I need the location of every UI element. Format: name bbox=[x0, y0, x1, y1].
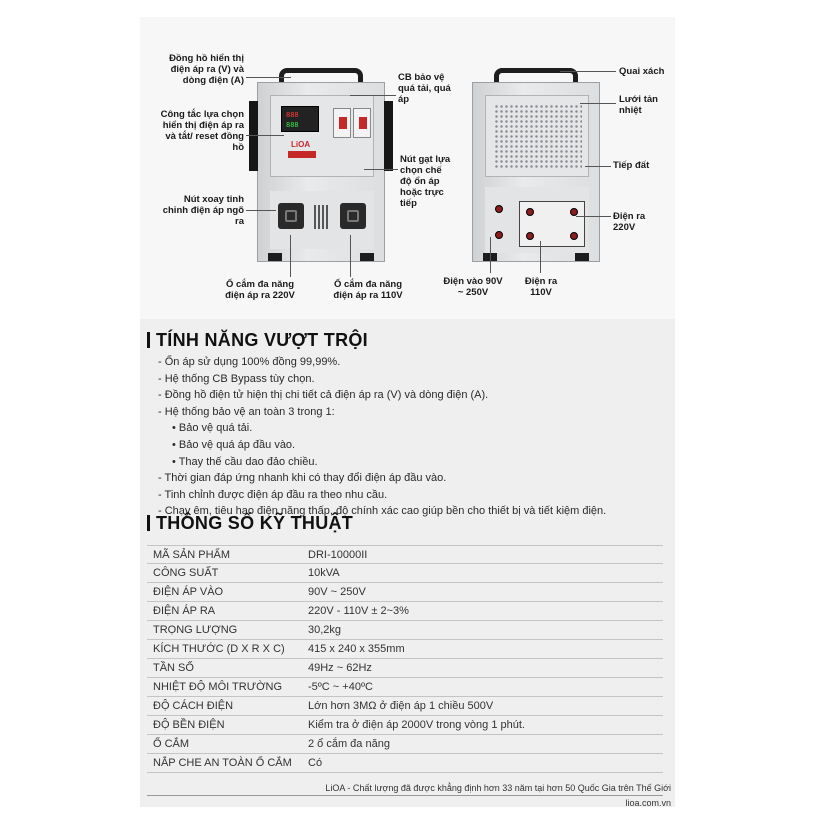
table-row bbox=[147, 640, 663, 659]
front-view-image bbox=[257, 82, 385, 272]
spec-key: ĐIỆN ÁP VÀO bbox=[153, 586, 224, 598]
title-bar bbox=[147, 332, 150, 348]
label-socket-110: Ổ cắm đa năng điện áp ra 110V bbox=[333, 279, 403, 301]
features-title bbox=[147, 330, 368, 351]
feature-item: - Thời gian đáp ứng nhanh khi có thay đổi điện áp đầu vào. bbox=[158, 472, 447, 484]
spec-key: TẦN SỐ bbox=[153, 662, 194, 674]
leader-line bbox=[246, 77, 291, 78]
spec-value: 415 x 240 x 355mm bbox=[308, 643, 405, 655]
spec-value: 10kVA bbox=[308, 567, 340, 579]
vent-slots bbox=[314, 205, 330, 229]
table-row bbox=[147, 697, 663, 716]
feature-sub-item: • Bảo vệ quá áp đầu vào. bbox=[172, 439, 296, 451]
socket-220v bbox=[278, 203, 304, 229]
terminal-panel bbox=[485, 187, 589, 253]
footer-divider bbox=[147, 795, 663, 796]
spec-key: Ổ CẮM bbox=[153, 738, 190, 750]
spec-key: ĐIỆN ÁP RA bbox=[153, 605, 216, 617]
brand-logo: LiOA bbox=[291, 140, 311, 149]
features-title-text: TÍNH NĂNG VƯỢT TRỘI bbox=[156, 330, 368, 350]
leader-line bbox=[246, 210, 276, 211]
leader-line bbox=[560, 71, 616, 72]
voltage-display: 888 bbox=[286, 111, 299, 119]
footer-tagline: LiOA - Chất lượng đã được khẳng định hơn 33 năm tại hơn 50 Quốc Gia trên Thế Giới bbox=[325, 783, 671, 793]
label-cb: CB bảo vệ quá tải, quá áp bbox=[398, 72, 451, 105]
leader-line bbox=[585, 166, 611, 167]
leader-line bbox=[290, 235, 291, 277]
product-diagram bbox=[140, 17, 675, 319]
terminal-post bbox=[526, 232, 534, 240]
title-bar bbox=[147, 515, 150, 531]
terminal-post bbox=[526, 208, 534, 216]
leader-line bbox=[540, 241, 541, 273]
table-row bbox=[147, 602, 663, 621]
table-row bbox=[147, 545, 663, 564]
unit-body bbox=[472, 82, 600, 262]
spec-table bbox=[147, 545, 663, 773]
foot bbox=[360, 253, 374, 261]
label-knob: Nút xoay tinh chỉnh điện áp ngõ ra bbox=[162, 194, 244, 227]
leader-line bbox=[490, 237, 491, 273]
leader-line bbox=[364, 169, 398, 170]
spec-value: Lớn hơn 3MΩ ở điện áp 1 chiều 500V bbox=[308, 700, 494, 712]
back-view-image bbox=[472, 82, 600, 272]
label-switch: Công tắc lựa chọn hiển thị điện áp ra và tắt/ reset đồng hồ bbox=[160, 109, 244, 153]
terminal-post bbox=[495, 231, 503, 239]
control-panel bbox=[270, 95, 374, 177]
spec-value: Kiểm tra ở điện áp 2000V trong vòng 1 phút. bbox=[308, 719, 525, 731]
leader-line bbox=[580, 103, 616, 104]
spec-key: ĐỘ CÁCH ĐIỆN bbox=[153, 700, 234, 712]
label-meter: Đồng hồ hiển thị điện áp ra (V) và dòng điện (A) bbox=[169, 53, 244, 86]
label-out-220: Điện ra 220V bbox=[613, 211, 646, 233]
terminal-post bbox=[570, 208, 578, 216]
table-row bbox=[147, 621, 663, 640]
table-row bbox=[147, 716, 663, 735]
table-row bbox=[147, 735, 663, 754]
spec-value: -5ºC ~ +40ºC bbox=[308, 681, 373, 693]
spec-value: 2 ổ cắm đa năng bbox=[308, 738, 390, 750]
label-input: Điện vào 90V ~ 250V bbox=[443, 276, 503, 298]
spec-key: NHIỆT ĐỘ MÔI TRƯỜNG bbox=[153, 681, 283, 693]
socket-panel bbox=[270, 191, 374, 249]
specs-title-text: THÔNG SỐ KỸ THUẬT bbox=[156, 513, 354, 533]
spec-value: 90V ~ 250V bbox=[308, 586, 366, 598]
feature-item: - Chạy êm, tiêu hao điện năng thấp, độ chính xác cao giúp bền cho thiết bị và tiết kiệm điện. bbox=[158, 505, 607, 517]
feature-item: - Đồng hồ điện tử hiện thị chi tiết cả điện áp ra (V) và dòng điện (A). bbox=[158, 389, 489, 401]
model-plate bbox=[288, 151, 316, 158]
side-bracket bbox=[384, 101, 393, 171]
label-vent: Lưới tản nhiệt bbox=[619, 94, 658, 116]
table-row bbox=[147, 564, 663, 583]
spec-key: ĐỘ BỀN ĐIỆN bbox=[153, 719, 225, 731]
leader-line bbox=[576, 216, 611, 217]
feature-item: - Hệ thống bảo vệ an toàn 3 trong 1: bbox=[158, 406, 335, 418]
foot bbox=[268, 253, 282, 261]
current-display: 888 bbox=[286, 121, 299, 129]
label-toggle: Nút gạt lựa chọn chế độ ổn áp hoặc trực tiếp bbox=[400, 154, 451, 209]
spec-value: DRI-10000II bbox=[308, 549, 368, 561]
side-bracket bbox=[249, 101, 258, 171]
table-row bbox=[147, 583, 663, 602]
unit-body bbox=[257, 82, 385, 262]
leader-line bbox=[350, 235, 351, 277]
feature-sub-item: • Thay thế cầu dao đảo chiều. bbox=[172, 456, 318, 468]
label-socket-220: Ổ cắm đa năng điện áp ra 220V bbox=[225, 279, 295, 301]
feature-item: - Ổn áp sử dụng 100% đồng 99,99%. bbox=[158, 356, 341, 368]
table-row bbox=[147, 754, 663, 773]
spec-key: TRỌNG LƯỢNG bbox=[153, 624, 238, 636]
spec-key: KÍCH THƯỚC (D X R X C) bbox=[153, 643, 285, 655]
vent-grille bbox=[494, 104, 582, 168]
label-handle: Quai xách bbox=[619, 66, 665, 77]
foot bbox=[575, 253, 589, 261]
spec-value: 30,2kg bbox=[308, 624, 342, 636]
terminal-post bbox=[570, 232, 578, 240]
product-sheet bbox=[140, 17, 675, 807]
leader-line bbox=[246, 135, 284, 136]
spec-key: CÔNG SUẤT bbox=[153, 567, 219, 579]
circuit-breaker bbox=[353, 108, 371, 138]
table-row bbox=[147, 678, 663, 697]
spec-value: Có bbox=[308, 757, 323, 769]
terminal-block bbox=[519, 201, 585, 247]
vent-panel bbox=[485, 95, 589, 177]
circuit-breaker bbox=[333, 108, 351, 138]
label-out-110: Điện ra 110V bbox=[524, 276, 558, 298]
spec-value: 49Hz ~ 62Hz bbox=[308, 662, 372, 674]
spec-key: MÃ SẢN PHẨM bbox=[153, 549, 231, 561]
socket-110v bbox=[340, 203, 366, 229]
leader-line bbox=[350, 95, 396, 96]
table-row bbox=[147, 659, 663, 678]
feature-item: - Tinh chỉnh được điện áp đầu ra theo nhu cầu. bbox=[158, 489, 388, 501]
feature-item: - Hệ thống CB Bypass tùy chọn. bbox=[158, 373, 315, 385]
specs-title bbox=[147, 513, 353, 534]
label-ground: Tiếp đất bbox=[613, 160, 650, 171]
spec-value: 220V - 110V ± 2~3% bbox=[308, 605, 409, 617]
spec-key: NẮP CHE AN TOÀN Ổ CẮM bbox=[153, 757, 292, 769]
digital-meter bbox=[281, 106, 319, 132]
feature-sub-item: • Bảo vệ quá tải. bbox=[172, 422, 253, 434]
footer-url[interactable]: lioa.com.vn bbox=[625, 798, 671, 808]
terminal-post bbox=[495, 205, 503, 213]
